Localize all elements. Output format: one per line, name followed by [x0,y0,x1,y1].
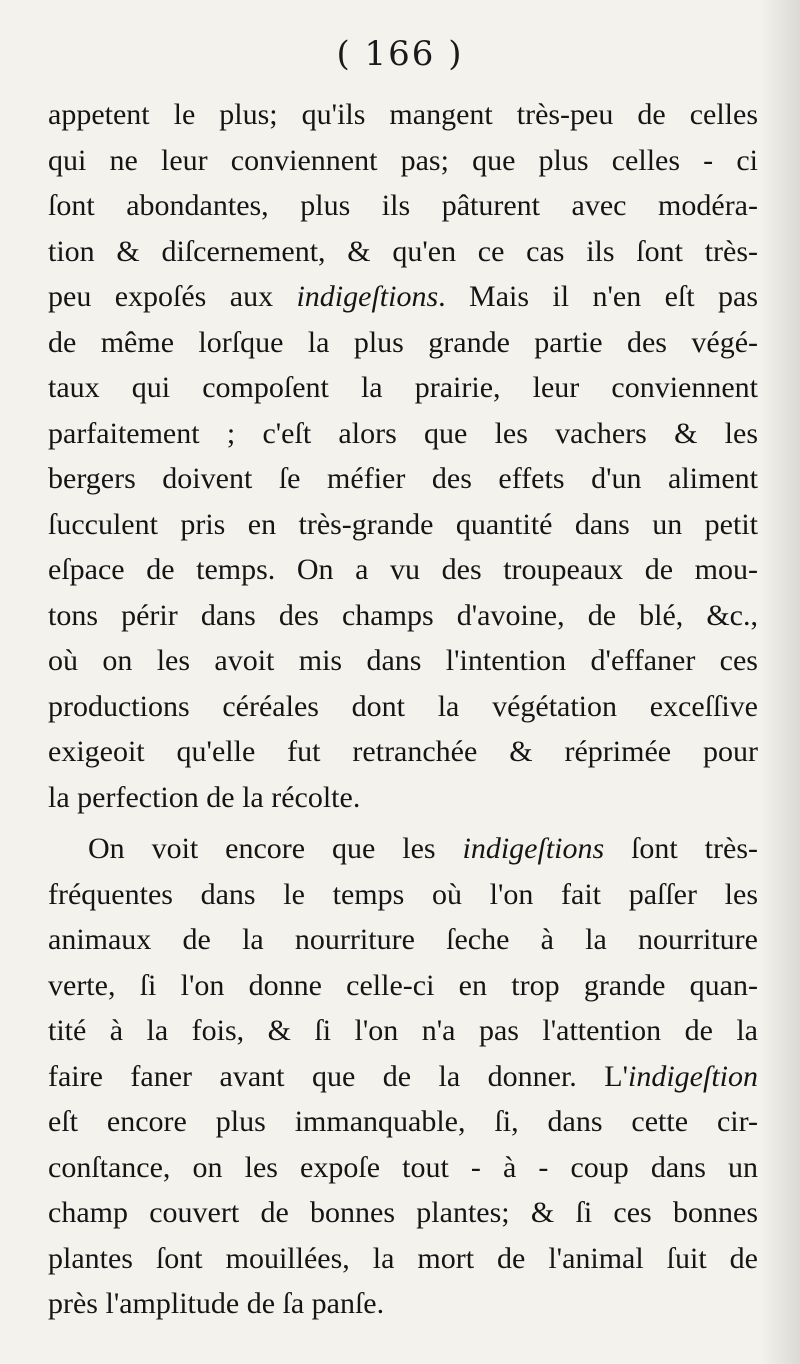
text-line: conſtance, on les expoſe tout - à - coup dans un [48,1150,758,1184]
text-run: faire faner avant que de la donner. L' [48,1059,628,1093]
body-text [48,92,758,1327]
text-line: de même lorſque la plus grande partie des végé- [48,325,758,359]
paragraph-2 [48,826,758,1327]
text-line [48,826,758,872]
text-line [48,1054,758,1100]
text-line: fréquentes dans le temps où l'on fait paſſer les [48,877,758,911]
text-line: taux qui compoſent la prairie, leur conviennent [48,371,758,404]
text-run: On voit encore que les [88,832,463,865]
text-run: peu expoſés aux [48,280,297,313]
text-line: animaux de la nourriture ſeche à la nourriture [48,923,758,956]
italic-term: indigeſtion [628,1059,758,1093]
text-line: exigeoit qu'elle fut retranchée & réprimée pour [48,735,758,768]
italic-term: indigeſtions [296,280,439,313]
text-line: où on les avoit mis dans l'intention d'effaner ces [48,644,758,677]
text-line: appetent le plus; qu'ils mangent très-peu de celles [48,98,758,131]
text-line: ſont abondantes, plus ils pâturent avec modéra- [48,189,758,222]
page-edge-shadow [760,0,800,1364]
text-line [48,274,758,320]
text-line: verte, ſi l'on donne celle-ci en trop grande quan- [48,968,758,1002]
text-line: la perfection de la récolte. [48,780,361,814]
text-line: champ couvert de bonnes plantes; & ſi ces bonnes [48,1196,758,1229]
text-line: eſt encore plus immanquable, ſi, dans cette cir- [48,1105,758,1138]
page-number: ( 166 ) [336,34,464,74]
text-line: ſucculent pris en très-grande quantité dans un petit [48,507,758,541]
text-run: . Mais il n'en eſt pas [438,280,758,313]
text-line: près l'amplitude de ſa panſe. [48,1287,385,1320]
text-run: ſont très- [604,832,758,865]
text-line: productions céréales dont la végétation exceſſive [48,689,758,723]
text-line: parfaitement ; c'eſt alors que les vachers & les [48,416,758,450]
text-line: eſpace de temps. On a vu des troupeaux de mou- [48,553,758,586]
text-line: qui ne leur conviennent pas; que plus celles - ci [48,143,758,177]
text-line: tons périr dans des champs d'avoine, de blé, &c., [48,598,758,632]
italic-term: indigeſtions [462,832,605,865]
text-line: bergers doivent ſe méfier des effets d'un aliment [48,462,758,495]
text-line: plantes ſont mouillées, la mort de l'animal ſuit de [48,1241,758,1275]
paragraph-1 [48,92,758,820]
text-line: tion & diſcernement, & qu'en ce cas ils ſont très- [48,234,758,268]
text-line: tité à la fois, & ſi l'on n'a pas l'attention de la [48,1014,758,1047]
